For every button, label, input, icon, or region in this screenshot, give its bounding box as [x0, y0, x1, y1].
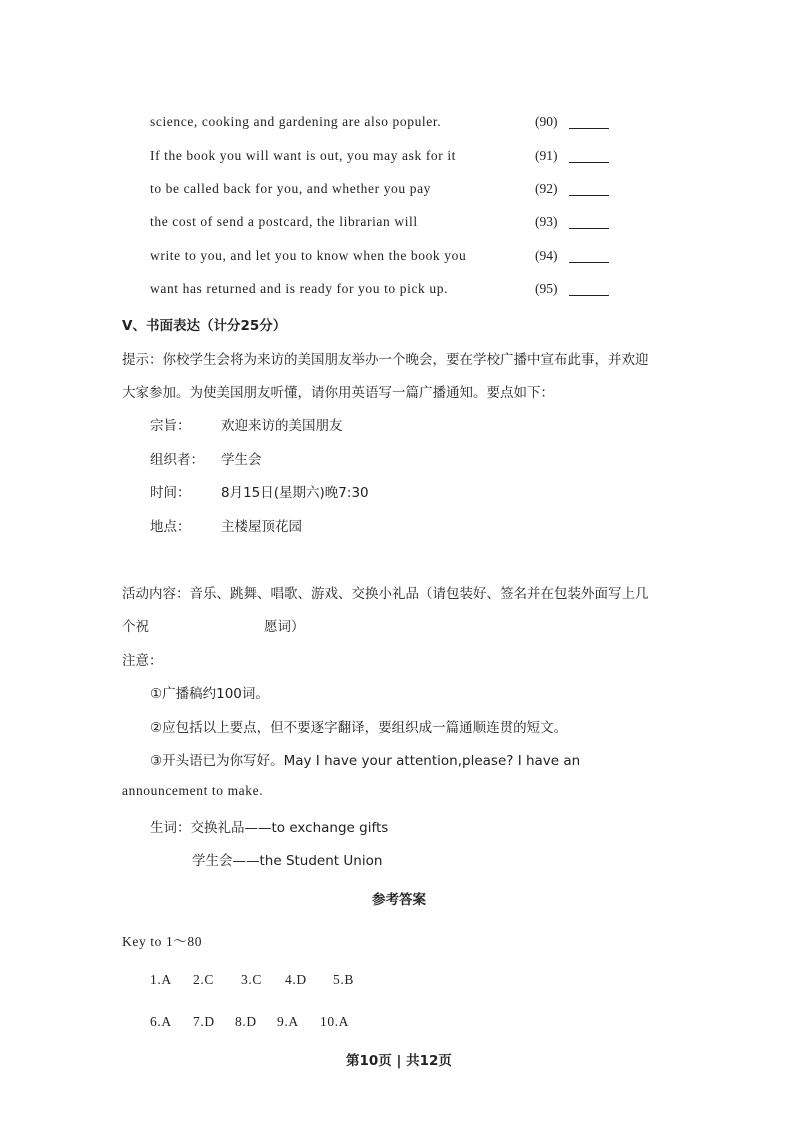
answer-item: 2.C: [193, 972, 214, 987]
vocab-item: 学生会——the Student Union: [192, 853, 383, 869]
cloze-number: (93): [535, 214, 558, 229]
point-label: 地点：: [150, 519, 191, 535]
cloze-line: science, cooking and gardening are also populer.: [150, 114, 442, 129]
activities-line: 活动内容：音乐、跳舞、唱歌、游戏、交换小礼品（请包装好、签名并在包装外面写上几: [122, 586, 649, 602]
answer-blank[interactable]: [569, 114, 609, 133]
point-label: 宗旨：: [150, 418, 191, 434]
point-label: 组织者：: [150, 452, 204, 468]
answer-blank[interactable]: [569, 148, 609, 167]
vocab-item: 生词：交换礼品——to exchange gifts: [150, 820, 389, 836]
cloze-number: (90): [535, 114, 558, 129]
note-item: ③开头语已为你写好。May I have your attention,please? I have an: [150, 753, 581, 769]
answer-item: 4.D: [285, 972, 307, 987]
note-continuation: announcement to make.: [122, 783, 264, 798]
answer-item: 1.A: [150, 972, 172, 987]
answer-item: 6.A: [150, 1014, 172, 1029]
answer-blank[interactable]: [569, 181, 609, 200]
point-label: 时间：: [150, 485, 191, 501]
answer-item: 10.A: [320, 1014, 350, 1029]
note-item: ①广播稿约100词。: [150, 686, 269, 702]
cloze-number: (92): [535, 181, 558, 196]
answer-title: 参考答案: [372, 892, 426, 908]
cloze-number: (95): [535, 281, 558, 296]
point-value: 欢迎来访的美国朋友: [221, 418, 343, 434]
answer-blank[interactable]: [569, 214, 609, 233]
page-footer: 第10页 | 共12页: [346, 1053, 452, 1069]
prompt-line: 大家参加。为使美国朋友听懂，请你用英语写一篇广播通知。要点如下：: [122, 385, 554, 401]
activities-line: 愿词）: [264, 619, 305, 635]
cloze-line: want has returned and is ready for you to pick up.: [150, 281, 449, 296]
cloze-line: to be called back for you, and whether you pay: [150, 181, 432, 196]
prompt-line: 提示：你校学生会将为来访的美国朋友举办一个晚会，要在学校广播中宣布此事，并欢迎: [122, 352, 649, 368]
answer-item: 8.D: [235, 1014, 257, 1029]
activities-line: 个祝: [122, 619, 149, 635]
cloze-number: (94): [535, 248, 558, 263]
cloze-line: write to you, and let you to know when the book you: [150, 248, 467, 263]
point-value: 学生会: [221, 452, 262, 468]
cloze-line: If the book you will want is out, you may ask for it: [150, 148, 457, 163]
point-value: 主楼屋顶花园: [221, 519, 302, 535]
answer-item: 9.A: [277, 1014, 299, 1029]
answer-item: 3.C: [241, 972, 262, 987]
point-value: 8月15日(星期六)晚7:30: [221, 485, 369, 501]
answer-item: 5.B: [333, 972, 354, 987]
key-title: Key to 1～80: [122, 934, 203, 949]
cloze-line: the cost of send a postcard, the librarian will: [150, 214, 418, 229]
answer-item: 7.D: [193, 1014, 215, 1029]
answer-blank[interactable]: [569, 248, 609, 267]
notes-title: 注意：: [122, 653, 163, 669]
cloze-number: (91): [535, 148, 558, 163]
section-title: V、书面表达（计分25分）: [122, 318, 287, 334]
answer-blank[interactable]: [569, 281, 609, 300]
note-item: ②应包括以上要点，但不要逐字翻译，要组织成一篇通顺连贯的短文。: [150, 720, 568, 736]
